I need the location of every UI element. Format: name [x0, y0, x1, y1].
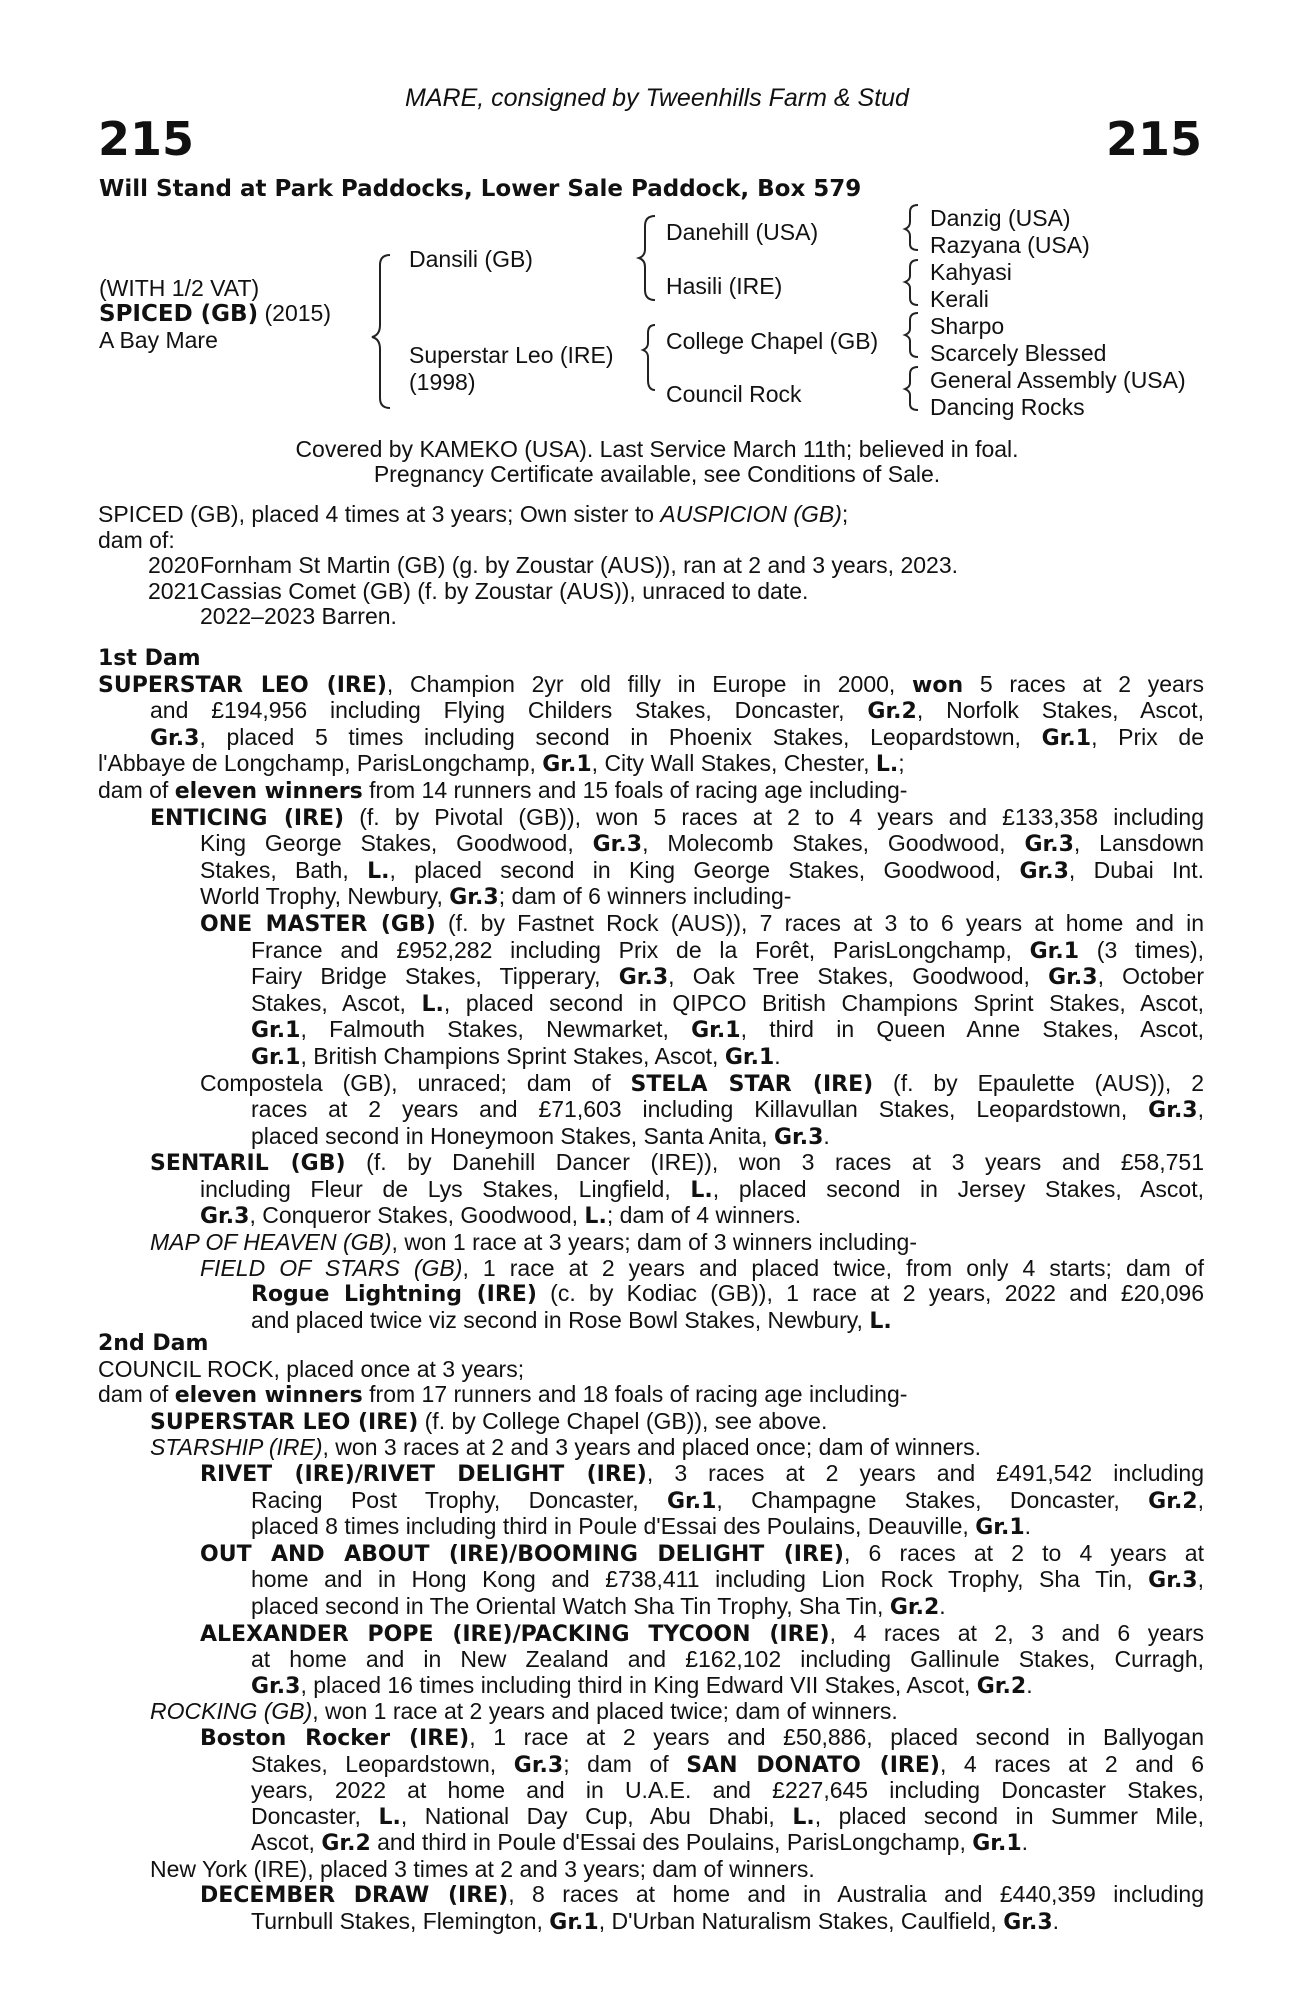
bold-text-run: Gr.1	[975, 1515, 1025, 1541]
text-run: , placed 16 times including third in King Edward VII Stakes, Ascot,	[300, 1671, 977, 1698]
text-run: l'Abbaye de Longchamp, ParisLongchamp,	[98, 750, 543, 777]
bold-text-run: ENTICING (IRE)	[150, 805, 345, 831]
bold-text-run: Gr.3	[513, 1752, 564, 1778]
text-run: from 17 runners and 18 foals of racing age including-	[362, 1381, 908, 1408]
text-run: King George Stakes, Goodwood,	[200, 830, 593, 857]
first-dam-line	[98, 1017, 1204, 1044]
bold-text-run: Rogue Lightning (IRE)	[251, 1282, 537, 1308]
lot-number-left: 215	[98, 112, 195, 166]
text-run: , October	[1097, 963, 1204, 990]
bold-text-run: L.	[792, 1804, 815, 1830]
text-run: Stakes, Ascot,	[251, 989, 422, 1016]
text-run: ,	[1197, 1566, 1204, 1593]
text-run: (f. by College Chapel (GB)), see above.	[418, 1407, 828, 1434]
text-run: SPICED (GB), placed 4 times at 3 years; Own sister to	[98, 501, 661, 527]
bold-text-run: Gr.3	[592, 832, 643, 858]
bold-text-run: Gr.1	[542, 752, 592, 778]
text-run: placed second in The Oriental Watch Sha Tin Trophy, Sha Tin,	[251, 1592, 890, 1619]
second-dam-line	[98, 1435, 1204, 1461]
text-run: Stakes, Bath,	[200, 856, 368, 883]
bold-text-run: SENTARIL (GB)	[150, 1151, 346, 1177]
second-dam-line	[98, 1725, 1204, 1752]
text-run: , Lansdown	[1073, 830, 1205, 857]
text-run: ; dam of	[563, 1750, 687, 1777]
italic-text-run: ROCKING (GB)	[150, 1698, 313, 1725]
text-run: and placed twice viz second in Rose Bowl Stakes, Newbury,	[251, 1306, 870, 1333]
second-dam-line	[98, 1382, 1204, 1409]
bold-text-run: RIVET (IRE)/RIVET DELIGHT (IRE)	[200, 1461, 647, 1487]
text-run: .	[823, 1122, 830, 1149]
first-dam-line	[98, 1256, 1204, 1282]
bold-text-run: Gr.3	[449, 885, 499, 911]
text-run: , Dubai Int.	[1068, 856, 1204, 883]
first-dam-line	[98, 858, 1204, 885]
text-run: COUNCIL ROCK, placed once at 3 years;	[98, 1355, 525, 1382]
second-dam-line	[98, 1673, 1204, 1700]
bold-text-run: eleven winners	[174, 778, 363, 804]
text-run: , Oak Tree Stakes, Goodwood,	[668, 963, 1049, 990]
bold-text-run: Gr.2	[1148, 1488, 1198, 1514]
second-dam-line	[98, 1541, 1204, 1568]
bold-text-run: DECEMBER DRAW (IRE)	[200, 1883, 509, 1909]
produce-section	[98, 502, 1204, 630]
bold-text-run: Gr.1	[251, 1044, 301, 1070]
text-run: , 6 races at 2 to 4 years at	[844, 1539, 1204, 1566]
pedigree-sds: Kahyasi	[930, 259, 1012, 285]
first-dam-line	[98, 778, 1204, 805]
text-run: 5 races at 2 years	[963, 670, 1204, 697]
second-dam-line	[98, 1461, 1204, 1488]
bold-text-run: Gr.2	[867, 699, 917, 725]
bold-text-run: Gr.1	[251, 1018, 301, 1044]
text-run: (3 times),	[1079, 936, 1205, 963]
text-run: , won 1 race at 2 years and placed twice; dam of winners.	[312, 1698, 898, 1725]
bold-text-run: Gr.3	[1019, 858, 1069, 884]
second-dam-heading: 2nd Dam	[98, 1331, 209, 1356]
text-run: , 1 race at 2 years and £50,886, placed second in Ballyogan	[469, 1723, 1204, 1750]
bold-text-run: Gr.3	[1024, 832, 1074, 858]
text-run: ; dam of 6 winners including-	[498, 883, 792, 910]
text-run: , placed 5 times including second in Phoenix Stakes, Leopardstown,	[199, 723, 1042, 750]
second-dam-line	[98, 1857, 1204, 1883]
subject-description: A Bay Mare	[99, 327, 218, 353]
text-run: home and in Hong Kong and £738,411 including Lion Rock Trophy, Sha Tin,	[251, 1566, 1149, 1593]
pedigree-dam-year: (1998)	[409, 369, 476, 395]
text-run: .	[939, 1592, 946, 1619]
text-run: Fairy Bridge Stakes, Tipperary,	[251, 963, 619, 990]
text-run: .	[1052, 1908, 1060, 1935]
text-run: Ascot,	[251, 1829, 322, 1856]
first-dam-line	[98, 1150, 1204, 1177]
first-dam-line	[98, 964, 1204, 991]
text-run: 2021	[148, 577, 200, 604]
text-run: , Norfolk Stakes, Ascot,	[916, 697, 1204, 724]
second-dam-line	[98, 1699, 1204, 1725]
second-dam-line	[98, 1357, 1204, 1383]
first-dam-line	[98, 672, 1204, 699]
text-run: New York (IRE), placed 3 times at 2 and 3 years; dam of winners.	[150, 1855, 815, 1882]
second-dam-line	[98, 1621, 1204, 1648]
text-run: ,	[1197, 1486, 1204, 1513]
pedigree-dam: Superstar Leo (IRE)	[409, 342, 614, 368]
text-run: , British Champions Sprint Stakes, Ascot,	[300, 1042, 725, 1069]
text-run: , Champion 2yr old filly in Europe in 2000,	[386, 670, 913, 697]
first-dam-section	[98, 646, 1204, 1334]
text-run: (f. by Danehill Dancer (IRE)), won 3 races at 3 years and £58,751	[345, 1149, 1204, 1176]
pedigree-dsd: Scarcely Blessed	[930, 340, 1107, 366]
first-dam-line	[98, 805, 1204, 832]
text-run: , 4 races at 2, 3 and 6 years	[829, 1619, 1205, 1646]
text-run: , third in Queen Anne Stakes, Ascot,	[740, 1016, 1204, 1043]
text-run: ;	[898, 750, 905, 777]
second-dam-line	[98, 1647, 1204, 1673]
covering-line-1: Covered by KAMEKO (USA). Last Service March 11th; believed in foal.	[295, 436, 1019, 462]
bold-text-run: Gr.3	[618, 965, 669, 991]
text-run: , Prix de	[1091, 723, 1204, 750]
pedigree-dds: General Assembly (USA)	[930, 367, 1186, 393]
text-run: (f. by Epaulette (AUS)), 2	[873, 1069, 1204, 1096]
bold-text-run: Gr.1	[724, 1044, 775, 1070]
text-run: , Molecomb Stakes, Goodwood,	[642, 830, 1025, 857]
subject-year: (2015)	[264, 300, 331, 326]
consignment-line: MARE, consigned by Tweenhills Farm & Stud	[405, 84, 909, 112]
bold-text-run: L.	[875, 752, 899, 778]
first-dam-line	[98, 1203, 1204, 1230]
bold-text-run: Gr.3	[1148, 1568, 1198, 1594]
text-run: .	[1024, 1513, 1032, 1540]
bold-text-run: won	[912, 672, 964, 698]
text-run: years, 2022 at home and in U.A.E. and £227,645 including Doncaster Stakes,	[251, 1777, 1204, 1804]
bold-text-run: SUPERSTAR LEO (IRE)	[98, 672, 387, 698]
second-dam-line	[98, 1567, 1204, 1594]
bold-text-run: ONE MASTER (GB)	[200, 911, 436, 937]
text-run: Fornham St Martin (GB) (g. by Zoustar (AUS)), ran at 2 and 3 years, 2023.	[200, 552, 959, 579]
bold-text-run: Gr.2	[889, 1594, 940, 1620]
text-run: ;	[841, 501, 849, 527]
text-run: (f. by Pivotal (GB)), won 5 races at 2 to 4 years and £133,358 including	[344, 803, 1204, 830]
bold-text-run: Gr.3	[1148, 1098, 1198, 1124]
text-run: , placed second in Summer Mile,	[814, 1802, 1204, 1829]
text-run: , D'Urban Naturalism Stakes, Caulfield,	[598, 1908, 1004, 1935]
text-run: , placed second in Jersey Stakes, Ascot,	[712, 1175, 1205, 1202]
text-run: Compostela (GB), unraced; dam of	[200, 1069, 631, 1096]
text-run: .	[1026, 1671, 1033, 1698]
text-run: , Falmouth Stakes, Newmarket,	[300, 1016, 692, 1043]
bold-text-run: Gr.3	[200, 1204, 250, 1230]
text-run: (c. by Kodiac (GB)), 1 race at 2 years, 2022 and £20,096	[536, 1280, 1205, 1307]
text-run: dam of	[98, 776, 175, 803]
pedigree-sire-sire: Danehill (USA)	[666, 219, 819, 245]
pedigree-sdd: Kerali	[930, 286, 989, 312]
text-run: France and £952,282 including Prix de la Forêt, ParisLongchamp,	[251, 936, 1030, 963]
produce-dam-of: dam of:	[98, 526, 175, 553]
text-run: .	[774, 1042, 781, 1069]
produce-intro	[98, 502, 1204, 528]
covering-line-2: Pregnancy Certificate available, see Conditions of Sale.	[373, 461, 941, 487]
text-run: ; dam of 4 winners.	[606, 1202, 802, 1229]
text-run: Turnbull Stakes, Flemington,	[251, 1908, 550, 1935]
text-run: placed 8 times including third in Poule d'Essai des Poulains, Deauville,	[251, 1513, 976, 1540]
italic-text-run: FIELD OF STARS (GB)	[200, 1254, 463, 1281]
bold-text-run: Boston Rocker (IRE)	[200, 1725, 470, 1751]
bold-text-run: STELA STAR (IRE)	[630, 1071, 874, 1097]
bold-text-run: Gr.2	[976, 1673, 1027, 1699]
text-run: ,	[1197, 1096, 1204, 1123]
text-run: dam of	[98, 1381, 175, 1408]
second-dam-line	[98, 1514, 1204, 1541]
bold-text-run: Gr.3	[773, 1124, 824, 1150]
second-dam-line	[98, 1830, 1204, 1857]
bold-text-run: L.	[367, 858, 390, 884]
first-dam-line	[98, 1044, 1204, 1071]
first-dam-line	[98, 938, 1204, 965]
text-run: , won 3 races at 2 and 3 years and placed once; dam of winners.	[322, 1434, 981, 1461]
text-run: , City Wall Stakes, Chester,	[591, 750, 876, 777]
second-dam-line	[98, 1409, 1204, 1436]
bold-text-run: L.	[869, 1308, 892, 1334]
first-dam-line	[98, 1097, 1204, 1124]
first-dam-line	[98, 1071, 1204, 1098]
italic-text-run: MAP OF HEAVEN (GB)	[150, 1229, 392, 1256]
pedigree-dss: Sharpo	[930, 313, 1005, 339]
pedigree-dam-dam: Council Rock	[666, 381, 802, 407]
bold-text-run: Gr.3	[251, 1673, 301, 1699]
text-run: placed second in Honeymoon Stakes, Santa Anita,	[251, 1122, 774, 1149]
text-run: World Trophy, Newbury,	[200, 883, 450, 910]
bold-text-run: Gr.1	[1041, 725, 1092, 751]
own-sister: AUSPICION (GB)	[660, 501, 842, 527]
text-run: 2020	[148, 552, 200, 579]
text-run: and third in Poule d'Essai des Poulains, ParisLongchamp,	[370, 1829, 973, 1856]
bold-text-run: Gr.3	[1003, 1910, 1053, 1936]
produce-row	[98, 553, 1204, 579]
text-run: Cassias Comet (GB) (f. by Zoustar (AUS)), unraced to date.	[200, 577, 809, 604]
text-run: Racing Post Trophy, Doncaster,	[251, 1486, 667, 1513]
text-run: from 14 runners and 15 foals of racing age including-	[362, 776, 908, 803]
text-run: races at 2 years and £71,603 including Killavullan Stakes, Leopardstown,	[251, 1096, 1149, 1123]
text-run: , 1 race at 2 years and placed twice, from only 4 starts; dam of	[462, 1254, 1204, 1281]
pedigree-dam-sire: College Chapel (GB)	[666, 328, 879, 354]
bold-text-run: L.	[378, 1804, 401, 1830]
produce-row	[98, 579, 1204, 605]
first-dam-line	[98, 884, 1204, 911]
first-dam-line	[98, 831, 1204, 858]
bold-text-run: SUPERSTAR LEO (IRE)	[150, 1409, 419, 1435]
text-run: including Fleur de Lys Stakes, Lingfield,	[200, 1175, 691, 1202]
first-dam-line	[98, 1230, 1204, 1256]
bold-text-run: Gr.1	[549, 1910, 599, 1936]
text-run: , Conqueror Stakes, Goodwood,	[249, 1202, 585, 1229]
bold-text-run: OUT AND ABOUT (IRE)/BOOMING DELIGHT (IRE)	[200, 1541, 844, 1567]
text-run: , 3 races at 2 years and £491,542 including	[646, 1459, 1205, 1486]
text-run: and £194,956 including Flying Childers Stakes, Doncaster,	[150, 697, 868, 724]
bold-text-run: Gr.2	[321, 1831, 371, 1857]
second-dam-line	[98, 1909, 1204, 1936]
second-dam-line	[98, 1778, 1204, 1804]
second-dam-line	[98, 1804, 1204, 1831]
pedigree-ssd: Razyana (USA)	[930, 232, 1090, 258]
bold-text-run: ALEXANDER POPE (IRE)/PACKING TYCOON (IRE)	[200, 1621, 830, 1647]
first-dam-line	[98, 991, 1204, 1018]
vat-note: (WITH 1/2 VAT)	[99, 275, 260, 301]
bold-text-run: Gr.3	[1048, 965, 1098, 991]
first-dam-line	[98, 751, 1204, 778]
text-run: at home and in New Zealand and £162,102 including Gallinule Stakes, Curragh,	[251, 1646, 1204, 1673]
second-dam-line	[98, 1594, 1204, 1621]
bold-text-run: Gr.1	[691, 1018, 741, 1044]
bold-text-run: L.	[421, 991, 444, 1017]
second-dam-line	[98, 1882, 1204, 1909]
text-run: .	[1021, 1829, 1029, 1856]
text-run: 2022–2023 Barren.	[200, 603, 397, 630]
text-run: , National Day Cup, Abu Dhabi,	[400, 1802, 793, 1829]
first-dam-line	[98, 698, 1204, 725]
first-dam-line	[98, 1281, 1204, 1308]
text-run: , won 1 race at 3 years; dam of 3 winners including-	[391, 1229, 917, 1256]
first-dam-line	[98, 1124, 1204, 1151]
text-run: , placed second in King George Stakes, Goodwood,	[389, 856, 1020, 883]
text-run: , placed second in QIPCO British Champions Sprint Stakes, Ascot,	[443, 989, 1204, 1016]
bold-text-run: L.	[584, 1204, 607, 1230]
bold-text-run: Gr.1	[972, 1831, 1022, 1857]
second-dam-section	[98, 1331, 1204, 1936]
pedigree-sss: Danzig (USA)	[930, 205, 1071, 231]
first-dam-line	[98, 725, 1204, 752]
bold-text-run: SAN DONATO (IRE)	[686, 1752, 940, 1778]
bold-text-run: eleven winners	[174, 1383, 363, 1409]
subject-name: SPICED (GB)	[99, 301, 259, 327]
bold-text-run: Gr.1	[1029, 938, 1080, 964]
pedigree-sire-dam: Hasili (IRE)	[666, 273, 783, 299]
bold-text-run: Gr.1	[666, 1488, 717, 1514]
first-dam-heading: 1st Dam	[98, 646, 201, 671]
second-dam-line	[98, 1752, 1204, 1779]
produce-row	[98, 604, 1204, 630]
text-run: , Champagne Stakes, Doncaster,	[716, 1486, 1149, 1513]
text-run: (f. by Fastnet Rock (AUS)), 7 races at 3 to 6 years at home and in	[435, 909, 1204, 936]
text-run: , 4 races at 2 and 6	[939, 1750, 1205, 1777]
first-dam-line	[98, 1177, 1204, 1204]
first-dam-line	[98, 911, 1204, 938]
pedigree-sire: Dansili (GB)	[409, 246, 533, 272]
italic-text-run: STARSHIP (IRE)	[150, 1434, 323, 1461]
bold-text-run: Gr.3	[150, 725, 200, 751]
location-line: Will Stand at Park Paddocks, Lower Sale Paddock, Box 579	[99, 176, 862, 202]
pedigree-ddd: Dancing Rocks	[930, 394, 1085, 420]
lot-number-right: 215	[1105, 112, 1202, 166]
bold-text-run: L.	[690, 1177, 713, 1203]
second-dam-line	[98, 1488, 1204, 1515]
text-run: Stakes, Leopardstown,	[251, 1750, 514, 1777]
text-run: Doncaster,	[251, 1802, 379, 1829]
text-run: , 8 races at home and in Australia and £440,359 including	[508, 1881, 1204, 1908]
